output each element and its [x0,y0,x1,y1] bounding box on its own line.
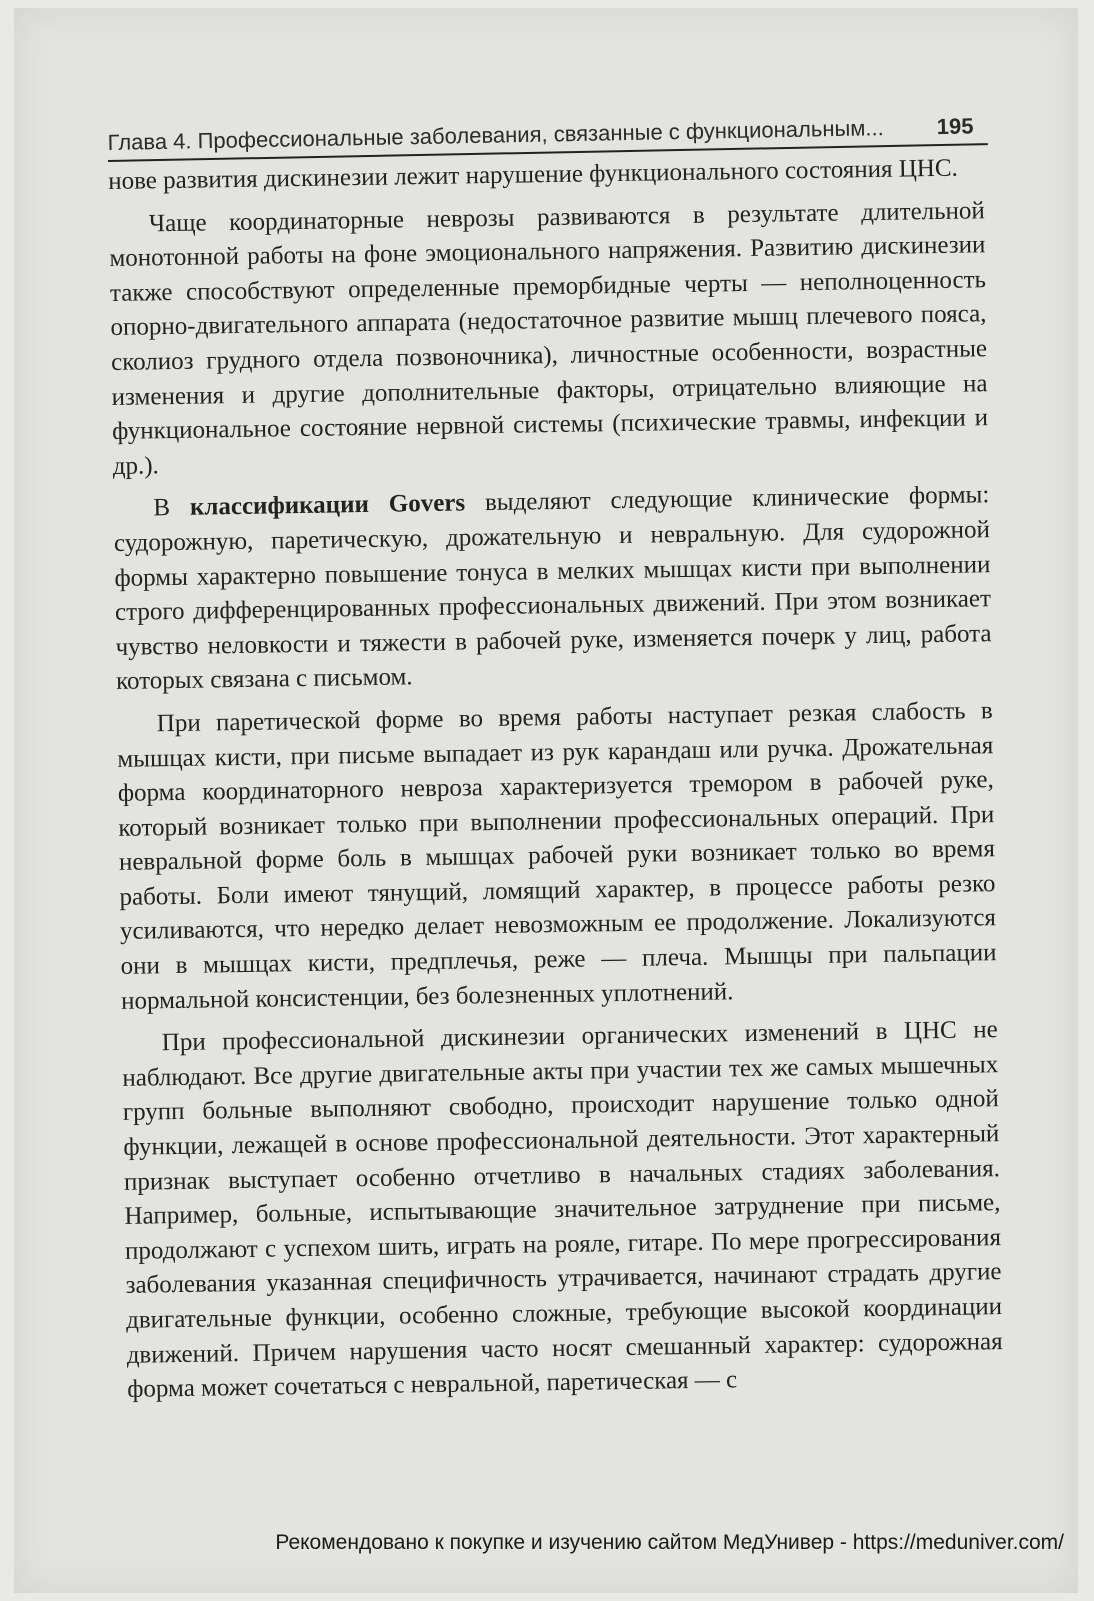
paragraph-3-rest: выделяют следующие клинические формы: судорожную, паретическую, дрожательную и невральную. Для судорожной формы характерно повышение тонуса в мелких мышцах кисти при выполнении строго дифференцированных профессиональных движений. При этом возникает чувство неловкости и тяжести в рабочей руке, изменяется почерк у лиц, работа которых связана с письмом. [113,481,992,696]
body-text [108,151,1003,1407]
book-page [14,8,1078,1593]
paragraph-5: При профессиональной дискинезии органических изменений в ЦНС не наблюдают. Все другие двигательные акты при участии тех же самых мышечных групп больные выполняют свободно, происходит нарушение только одной функции, лежащей в основе профессиональной деятельности. Этот характерный признак выступает особенно отчетливо в начальных стадиях заболевания. Например, больные, испытывающие значительное затруднение при письме, продолжают с успехом шить, играть на рояле, гитаре. По мере прогрессирования заболевания указанная специфичность утрачивается, начинают страдать другие двигательные функции, особенно сложные, требующие высокой координации движений. Причем нарушения часто носят смешанный характер: судорожная форма может сочетаться с невральной, паретическая — с [122,1016,1003,1404]
paragraph-3-lead: В [153,494,171,522]
running-head: Глава 4. Профессиональные заболевания, связанные с функциональным... [107,115,884,156]
paragraph-4: При паретической форме во время работы наступает резкая слабость в мышцах кисти, при письме выпадает из рук карандаш или ручка. Дрожательная форма координаторного невроза характеризуется тремором в рабочей руке, который возникает только при выполнении профессиональных операций. При невральной форме боль в мышцах рабочей руки возникает только во время работы. Боли имеют тянущий, ломящий характер, в процессе работы резко усиливаются, что нередко делает невозможным ее продолжение. Локализуются они в мышцах кисти, предплечья, реже — плеча. Мышцы при пальпации нормальной консистенции, без болезненных уплотнений. [117,697,997,1015]
paragraph-3 [113,479,992,700]
paragraph-1: нове развития дискинезии лежит нарушение функционального состояния ЦНС. [108,154,959,195]
classification-term: классификации Govers [189,489,466,522]
page-number: 195 [936,113,974,140]
paragraph-2: Чаще координаторные неврозы развиваются в результате длительной монотонной работы на фоне эмоционального напряжения. Развитию дискинезии также способствуют определенные преморбидные черты — неполноценность опорно-двигательного аппарата (недостаточное развитие мышц плечевого пояса, сколиоз грудного отдела позвоночника), личностные особенности, возрастные изменения и другие дополнительные факторы, отрицательно влияющие на функциональное состояние нервной системы (психические травмы, инфекции и др.). [109,196,989,480]
site-watermark: Рекомендовано к покупке и изучению сайтом МедУнивер - https://meduniver.com/ [275,1531,1064,1554]
